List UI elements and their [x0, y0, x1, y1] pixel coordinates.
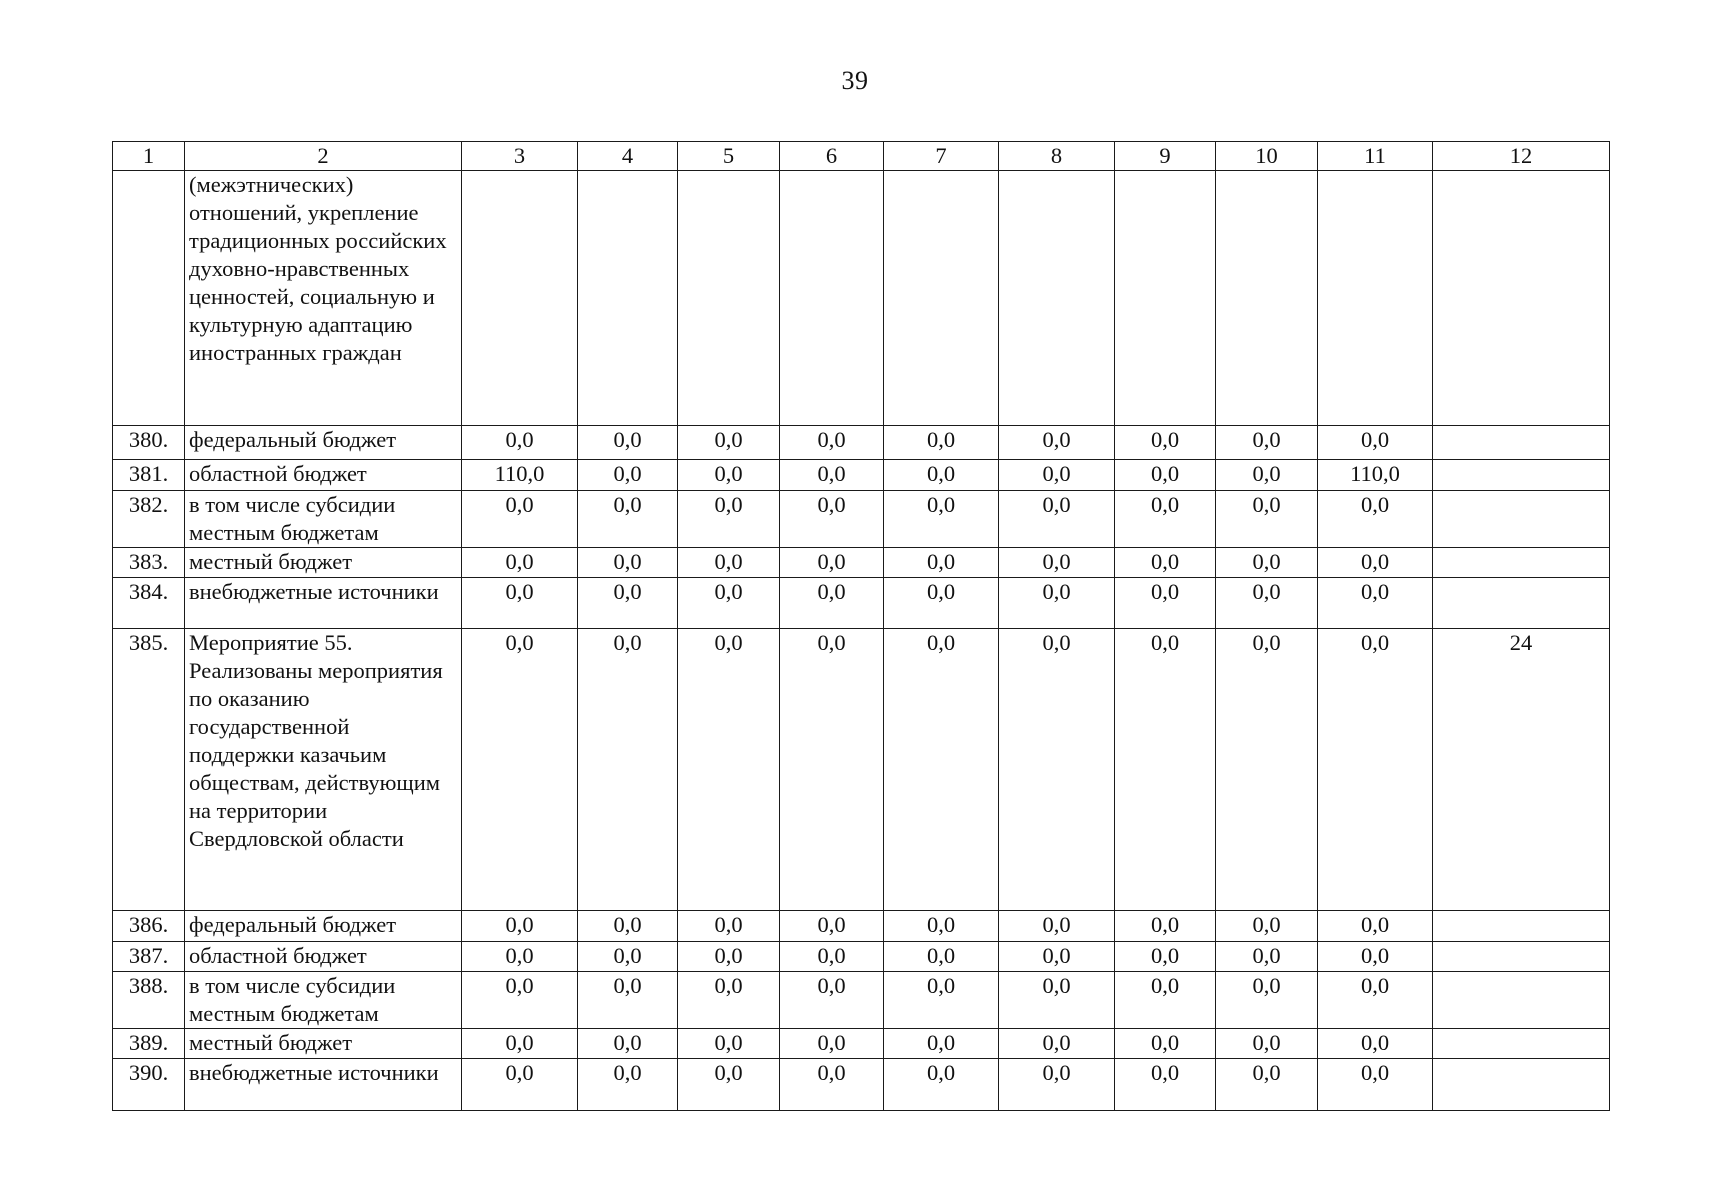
- header-row: [113, 142, 1610, 171]
- value-cell: 0,0: [578, 1029, 678, 1059]
- table-row: [113, 460, 1610, 491]
- value-cell: 0,0: [884, 426, 999, 460]
- row-name: местный бюджет: [185, 1029, 462, 1059]
- value-cell: 0,0: [999, 1029, 1115, 1059]
- target-indicator-cell: [1433, 491, 1610, 548]
- row-number: 390.: [113, 1059, 185, 1111]
- target-indicator-cell: [1433, 171, 1610, 426]
- value-cell: 0,0: [578, 548, 678, 578]
- value-cell: 0,0: [678, 911, 780, 942]
- value-cell: 0,0: [678, 460, 780, 491]
- value-cell: 0,0: [999, 942, 1115, 972]
- target-indicator-cell: [1433, 1029, 1610, 1059]
- target-indicator-cell: [1433, 972, 1610, 1029]
- table-row: [113, 1059, 1610, 1111]
- value-cell: 0,0: [1216, 911, 1318, 942]
- column-header: 9: [1115, 142, 1216, 171]
- value-cell: [1318, 171, 1433, 426]
- value-cell: 0,0: [678, 629, 780, 911]
- row-name: областной бюджет: [185, 942, 462, 972]
- value-cell: 0,0: [1318, 629, 1433, 911]
- value-cell: 0,0: [1115, 548, 1216, 578]
- value-cell: 0,0: [462, 1059, 578, 1111]
- column-header: 10: [1216, 142, 1318, 171]
- column-header: 6: [780, 142, 884, 171]
- value-cell: 0,0: [578, 942, 678, 972]
- value-cell: 0,0: [1216, 629, 1318, 911]
- target-indicator-cell: [1433, 578, 1610, 629]
- value-cell: 0,0: [884, 1059, 999, 1111]
- budget-table: [112, 141, 1610, 1111]
- row-name: (межэтнических) отношений, укрепление традиционных российских духовно-нравственных ценностей, социальную и культурную адаптацию иностранных граждан: [185, 171, 462, 426]
- row-number: 383.: [113, 548, 185, 578]
- value-cell: 0,0: [462, 548, 578, 578]
- value-cell: [1115, 171, 1216, 426]
- value-cell: 0,0: [884, 460, 999, 491]
- value-cell: 0,0: [999, 972, 1115, 1029]
- value-cell: 0,0: [884, 911, 999, 942]
- value-cell: 0,0: [578, 426, 678, 460]
- table-row: [113, 972, 1610, 1029]
- column-header: 7: [884, 142, 999, 171]
- value-cell: 0,0: [462, 491, 578, 548]
- value-cell: 0,0: [999, 629, 1115, 911]
- value-cell: 0,0: [999, 460, 1115, 491]
- row-number: 388.: [113, 972, 185, 1029]
- column-header: 11: [1318, 142, 1433, 171]
- value-cell: 0,0: [1318, 548, 1433, 578]
- column-header: 5: [678, 142, 780, 171]
- row-number: 382.: [113, 491, 185, 548]
- value-cell: 0,0: [678, 548, 780, 578]
- value-cell: 0,0: [462, 578, 578, 629]
- value-cell: 0,0: [1216, 1029, 1318, 1059]
- value-cell: [884, 171, 999, 426]
- value-cell: [780, 171, 884, 426]
- table-row: [113, 171, 1610, 426]
- row-name: областной бюджет: [185, 460, 462, 491]
- row-number: 381.: [113, 460, 185, 491]
- row-number: 389.: [113, 1029, 185, 1059]
- value-cell: 0,0: [884, 578, 999, 629]
- value-cell: 0,0: [884, 491, 999, 548]
- table-row: [113, 629, 1610, 911]
- value-cell: 0,0: [999, 1059, 1115, 1111]
- table-row: [113, 491, 1610, 548]
- row-name: федеральный бюджет: [185, 911, 462, 942]
- value-cell: 0,0: [780, 578, 884, 629]
- value-cell: 0,0: [1115, 578, 1216, 629]
- value-cell: 0,0: [578, 491, 678, 548]
- value-cell: 0,0: [1318, 942, 1433, 972]
- value-cell: 0,0: [1216, 460, 1318, 491]
- target-indicator-cell: [1433, 548, 1610, 578]
- row-name: внебюджетные источники: [185, 578, 462, 629]
- value-cell: [578, 171, 678, 426]
- value-cell: 0,0: [1115, 1059, 1216, 1111]
- value-cell: 0,0: [1115, 426, 1216, 460]
- value-cell: 0,0: [578, 460, 678, 491]
- value-cell: 0,0: [1216, 942, 1318, 972]
- value-cell: 0,0: [578, 1059, 678, 1111]
- row-name: местный бюджет: [185, 548, 462, 578]
- value-cell: 0,0: [780, 460, 884, 491]
- value-cell: [678, 171, 780, 426]
- value-cell: 0,0: [1216, 578, 1318, 629]
- value-cell: 0,0: [578, 911, 678, 942]
- value-cell: 0,0: [1216, 491, 1318, 548]
- value-cell: 0,0: [1318, 972, 1433, 1029]
- table-row: [113, 942, 1610, 972]
- value-cell: 110,0: [1318, 460, 1433, 491]
- value-cell: 0,0: [1115, 491, 1216, 548]
- value-cell: 0,0: [999, 491, 1115, 548]
- row-name: в том числе субсидии местным бюджетам: [185, 972, 462, 1029]
- value-cell: 0,0: [578, 578, 678, 629]
- value-cell: [999, 171, 1115, 426]
- value-cell: 0,0: [780, 1029, 884, 1059]
- value-cell: 0,0: [884, 629, 999, 911]
- value-cell: 0,0: [1115, 629, 1216, 911]
- value-cell: 0,0: [578, 972, 678, 1029]
- value-cell: 0,0: [1115, 942, 1216, 972]
- value-cell: 0,0: [678, 491, 780, 548]
- value-cell: 0,0: [678, 426, 780, 460]
- value-cell: 0,0: [678, 972, 780, 1029]
- target-indicator-cell: [1433, 426, 1610, 460]
- value-cell: 0,0: [1216, 548, 1318, 578]
- value-cell: [462, 171, 578, 426]
- row-number: 385.: [113, 629, 185, 911]
- row-number: 380.: [113, 426, 185, 460]
- value-cell: 0,0: [780, 942, 884, 972]
- value-cell: [1216, 171, 1318, 426]
- table-row: [113, 1029, 1610, 1059]
- value-cell: 0,0: [1115, 1029, 1216, 1059]
- value-cell: 0,0: [1318, 491, 1433, 548]
- value-cell: 0,0: [1318, 911, 1433, 942]
- value-cell: 0,0: [678, 942, 780, 972]
- value-cell: 0,0: [884, 972, 999, 1029]
- column-header: 4: [578, 142, 678, 171]
- row-name: внебюджетные источники: [185, 1059, 462, 1111]
- target-indicator-cell: [1433, 1059, 1610, 1111]
- value-cell: 0,0: [678, 1059, 780, 1111]
- page-number: 39: [841, 66, 869, 95]
- table-header: [113, 142, 1610, 171]
- row-name: в том числе субсидии местным бюджетам: [185, 491, 462, 548]
- value-cell: 0,0: [678, 578, 780, 629]
- value-cell: 0,0: [780, 426, 884, 460]
- table-row: [113, 548, 1610, 578]
- column-header: 3: [462, 142, 578, 171]
- value-cell: 0,0: [780, 972, 884, 1029]
- value-cell: 0,0: [884, 942, 999, 972]
- target-indicator-cell: [1433, 911, 1610, 942]
- row-number: 387.: [113, 942, 185, 972]
- value-cell: 0,0: [1318, 1059, 1433, 1111]
- value-cell: 0,0: [780, 548, 884, 578]
- column-header: 8: [999, 142, 1115, 171]
- value-cell: 0,0: [678, 1029, 780, 1059]
- target-indicator-cell: 24: [1433, 629, 1610, 911]
- column-header: 12: [1433, 142, 1610, 171]
- value-cell: 0,0: [780, 1059, 884, 1111]
- value-cell: 0,0: [1318, 426, 1433, 460]
- value-cell: 0,0: [1216, 1059, 1318, 1111]
- table-row: [113, 911, 1610, 942]
- value-cell: 0,0: [1318, 578, 1433, 629]
- value-cell: 0,0: [462, 426, 578, 460]
- value-cell: 0,0: [1115, 460, 1216, 491]
- value-cell: 0,0: [462, 972, 578, 1029]
- value-cell: 0,0: [780, 491, 884, 548]
- row-number: 384.: [113, 578, 185, 629]
- row-number: [113, 171, 185, 426]
- value-cell: 0,0: [780, 911, 884, 942]
- value-cell: 0,0: [999, 911, 1115, 942]
- value-cell: 110,0: [462, 460, 578, 491]
- value-cell: 0,0: [999, 426, 1115, 460]
- value-cell: 0,0: [462, 942, 578, 972]
- value-cell: 0,0: [1216, 426, 1318, 460]
- value-cell: 0,0: [578, 629, 678, 911]
- row-name: Мероприятие 55. Реализованы мероприятия по оказанию государственной поддержки казачьим обществам, действующим на территории Свердловской области: [185, 629, 462, 911]
- target-indicator-cell: [1433, 942, 1610, 972]
- value-cell: 0,0: [1216, 972, 1318, 1029]
- value-cell: 0,0: [780, 629, 884, 911]
- row-name: федеральный бюджет: [185, 426, 462, 460]
- value-cell: 0,0: [1115, 972, 1216, 1029]
- value-cell: 0,0: [999, 578, 1115, 629]
- value-cell: 0,0: [462, 629, 578, 911]
- value-cell: 0,0: [884, 548, 999, 578]
- value-cell: 0,0: [1318, 1029, 1433, 1059]
- column-header: 1: [113, 142, 185, 171]
- value-cell: 0,0: [999, 548, 1115, 578]
- value-cell: 0,0: [462, 1029, 578, 1059]
- value-cell: 0,0: [1115, 911, 1216, 942]
- column-header: 2: [185, 142, 462, 171]
- value-cell: 0,0: [462, 911, 578, 942]
- table-row: [113, 578, 1610, 629]
- table-body: [113, 171, 1610, 1111]
- value-cell: 0,0: [884, 1029, 999, 1059]
- target-indicator-cell: [1433, 460, 1610, 491]
- table-row: [113, 426, 1610, 460]
- row-number: 386.: [113, 911, 185, 942]
